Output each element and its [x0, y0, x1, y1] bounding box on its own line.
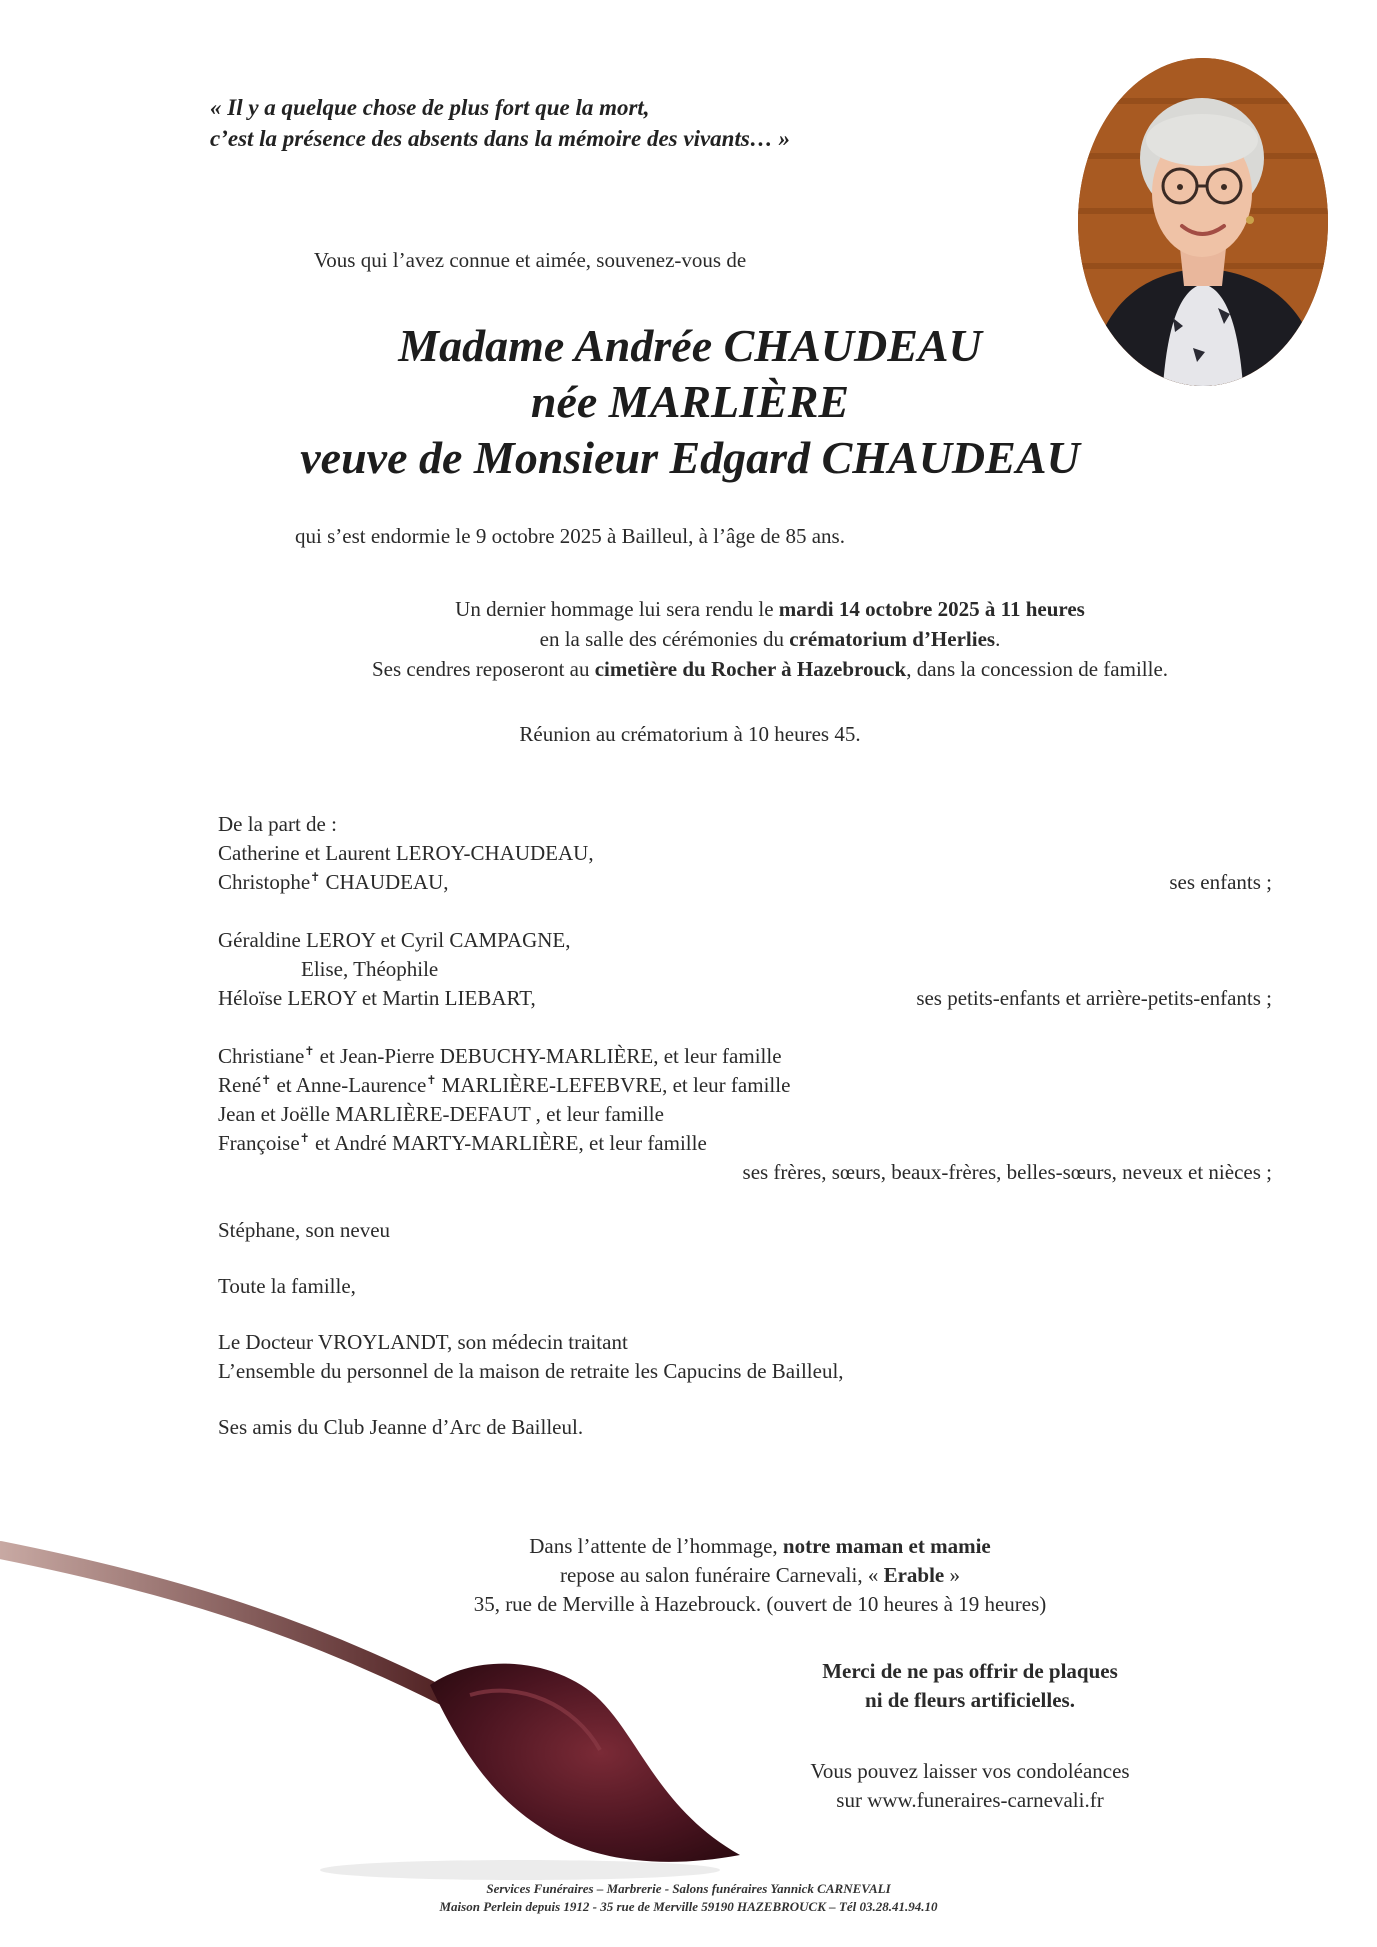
- family-member: Jean et Joëlle MARLIÈRE-DEFAUT , et leur famille: [218, 1102, 664, 1126]
- condolences-info: [720, 1757, 1220, 1815]
- ceremony-place: crématorium d’Herlies: [789, 627, 996, 651]
- member-name: et André MARTY-MARLIÈRE, et leur famille: [309, 1131, 707, 1155]
- ceremony-date: mardi 14 octobre 2025 à 11 heures: [778, 597, 1085, 621]
- death-notice-line: qui s’est endormie le 9 octobre 2025 à Bailleul, à l’âge de 85 ans.: [295, 524, 845, 548]
- reunion-line: Réunion au crématorium à 10 heures 45.: [519, 722, 861, 746]
- member-name: et Jean-Pierre DEBUCHY-MARLIÈRE, et leur famille: [314, 1044, 782, 1068]
- ceremony-text: Ses cendres reposeront au: [371, 657, 595, 681]
- family-member: Le Docteur VROYLANDT, son médecin traitant: [218, 1330, 628, 1354]
- relation-label: ses enfants ;: [1169, 870, 1272, 894]
- family-intro: De la part de :: [218, 812, 337, 836]
- merci-line-1: Merci de ne pas offrir de plaques: [822, 1659, 1118, 1683]
- merci-line-2: ni de fleurs artificielles.: [865, 1688, 1075, 1712]
- quote-line-2: c’est la présence des absents dans la mémoire des vivants… »: [210, 126, 791, 151]
- opening-quote: [210, 92, 870, 154]
- cross-icon: ✝: [426, 1073, 437, 1087]
- member-name: Christiane: [218, 1044, 305, 1068]
- resting-text: repose au salon funéraire Carnevali, «: [559, 1563, 884, 1587]
- quote-line-1: « Il y a quelque chose de plus fort que la mort,: [210, 95, 650, 120]
- ceremony-text: Un dernier hommage lui sera rendu le: [455, 597, 779, 621]
- family-member: [218, 1129, 1278, 1158]
- ceremony-line-2: [200, 624, 1340, 654]
- family-member: Catherine et Laurent LEROY-CHAUDEAU,: [218, 841, 594, 865]
- intro-line: Vous qui l’avez connue et aimée, souvenez-vous de: [313, 248, 747, 272]
- family-member: [218, 984, 1278, 1013]
- widow-of-line: veuve de Monsieur Edgard CHAUDEAU: [300, 432, 1080, 483]
- ceremony-text: en la salle des cérémonies du: [539, 627, 790, 651]
- cross-icon: ✝: [299, 1131, 310, 1145]
- family-member: [218, 868, 1278, 897]
- cross-icon: ✝: [310, 870, 321, 884]
- relation-label: ses frères, sœurs, beaux-frères, belles-sœurs, neveux et nièces ;: [742, 1160, 1272, 1184]
- ceremony-text: .: [995, 627, 1001, 651]
- footer-line-2: Maison Perlein depuis 1912 - 35 rue de Merville 59190 HAZEBROUCK – Tél 03.28.41.94.10: [439, 1899, 938, 1914]
- funeral-home-footer: [0, 1880, 1377, 1916]
- maiden-name: née MARLIÈRE: [530, 376, 850, 427]
- member-name: René: [218, 1073, 262, 1097]
- ceremony-line-3: [200, 654, 1340, 684]
- cross-icon: ✝: [304, 1044, 315, 1058]
- family-member: Toute la famille,: [218, 1274, 356, 1298]
- family-member: Stéphane, son neveu: [218, 1218, 391, 1242]
- resting-text: »: [944, 1563, 961, 1587]
- relation-label: ses petits-enfants et arrière-petits-enfants ;: [916, 986, 1272, 1010]
- deceased-name: Madame Andrée CHAUDEAU: [398, 320, 982, 371]
- family-member: Ses amis du Club Jeanne d’Arc de Bailleul.: [218, 1415, 584, 1439]
- footer-line-1: Services Funéraires – Marbrerie - Salons funéraires Yannick CARNEVALI: [486, 1881, 891, 1896]
- member-name: Christophe: [218, 870, 311, 894]
- resting-line-1: [260, 1532, 1260, 1561]
- condolences-website: sur www.funeraires-carnevali.fr: [836, 1788, 1104, 1812]
- resting-bold: notre maman et mamie: [782, 1534, 991, 1558]
- member-name: et Anne-Laurence: [271, 1073, 427, 1097]
- resting-place-info: [260, 1532, 1260, 1619]
- member-name: MARLIÈRE-LEFEBVRE, et leur famille: [436, 1073, 791, 1097]
- ceremony-text: , dans la concession de famille.: [906, 657, 1169, 681]
- resting-line-2: [260, 1561, 1260, 1590]
- condolences-line-1: Vous pouvez laisser vos condoléances: [810, 1759, 1130, 1783]
- family-member: [218, 1158, 1278, 1187]
- member-name: Françoise: [218, 1131, 300, 1155]
- cemetery-place: cimetière du Rocher à Hazebrouck: [594, 657, 907, 681]
- family-member: Elise, Théophile: [301, 957, 439, 981]
- family-member: Géraldine LEROY et Cyril CAMPAGNE,: [218, 928, 571, 952]
- cross-icon: ✝: [261, 1073, 272, 1087]
- family-list: [218, 810, 1278, 1442]
- family-member: [218, 1042, 1278, 1071]
- salon-name: Erable: [883, 1563, 945, 1587]
- resting-line-3: 35, rue de Merville à Hazebrouck. (ouvert de 10 heures à 19 heures): [473, 1592, 1047, 1616]
- family-member: L’ensemble du personnel de la maison de retraite les Capucins de Bailleul,: [218, 1359, 844, 1383]
- member-name: Héloïse LEROY et Martin LIEBART,: [218, 986, 536, 1010]
- ceremony-details: [200, 594, 1340, 684]
- resting-text: Dans l’attente de l’hommage,: [529, 1534, 783, 1558]
- no-flowers-request: [720, 1657, 1220, 1715]
- member-name: CHAUDEAU,: [320, 870, 449, 894]
- ceremony-line-1: [200, 594, 1340, 624]
- family-member: [218, 1071, 1278, 1100]
